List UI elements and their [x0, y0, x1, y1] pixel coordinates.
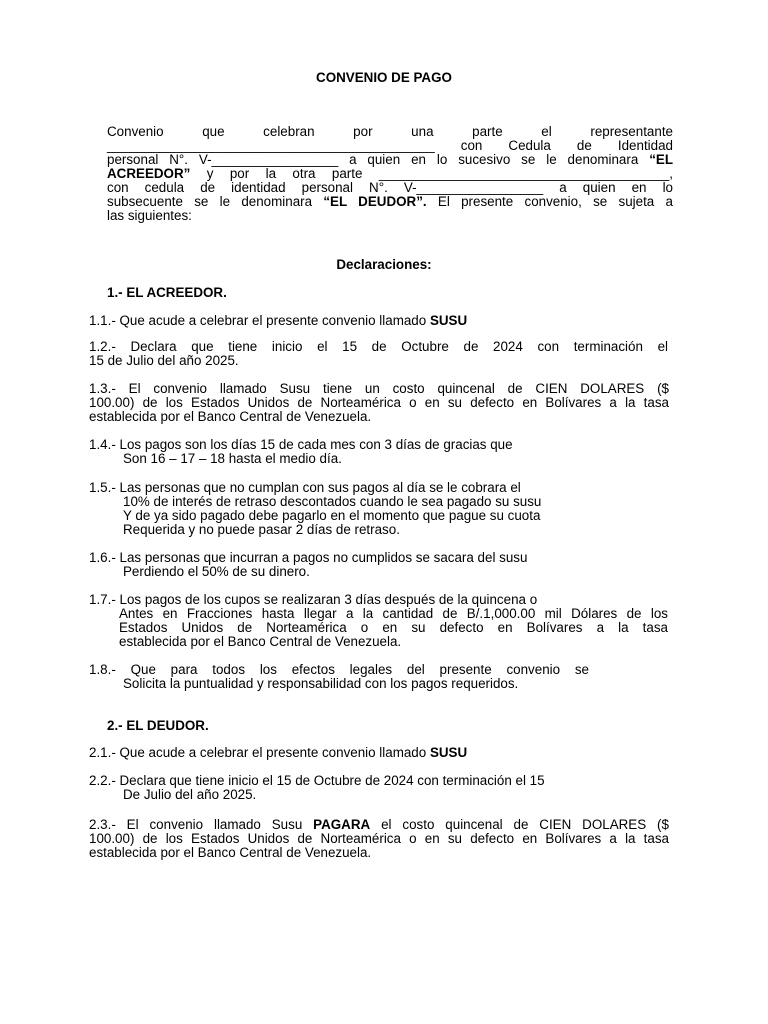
intro-line-3: personal N°. V-_________________ a quien en lo sucesivo se le denominara “EL: [107, 152, 673, 167]
item-2-3: 2.3.- El convenio llamado Susu PAGARA el costo quincenal de CIEN DOLARES ($ 100.00) de los Estados Unidos de Norteamérica o en su defecto en Bolívares a la tasa establecida por el Banco Central de Venezuela.: [89, 817, 669, 860]
section-1-heading: 1.- EL ACREEDOR.: [107, 285, 227, 300]
intro-line-2: ____________________________________________ con Cedula de Identidad: [107, 138, 673, 153]
item-1-6: 1.6.- Las personas que incurran a pagos no cumplidos se sacara del susu Perdiendo el 50% de su dinero.: [89, 550, 528, 579]
section-2-heading: 2.- EL DEUDOR.: [107, 718, 209, 733]
intro-line-5: con cedula de identidad personal N°. V-_________________ a quien en lo: [107, 180, 673, 195]
document-title: CONVENIO DE PAGO: [316, 70, 452, 85]
item-1-2: 1.2.- Declara que tiene inicio el 15 de Octubre de 2024 con terminación el 15 de Julio del año 2025.: [89, 339, 668, 368]
item-2-2: 2.2.- Declara que tiene inicio el 15 de Octubre de 2024 con terminación el 15 De Julio del año 2025.: [89, 773, 545, 802]
declarations-heading: Declaraciones:: [336, 257, 432, 272]
item-1-3: 1.3.- El convenio llamado Susu tiene un costo quincenal de CIEN DOLARES ($ 100.00) de los Estados Unidos de Norteamérica o en su defecto en Bolívares a la tasa establecida por el Banco Central de Venezuela.: [89, 381, 669, 424]
intro-line-4: ACREEDOR” y por la otra parte _______________________________________,: [107, 166, 673, 181]
intro-paragraph: [107, 125, 673, 223]
item-2-1: 2.1.- Que acude a celebrar el presente convenio llamado SUSU: [89, 745, 468, 760]
item-1-8: 1.8.- Que para todos los efectos legales del presente convenio se Solicita la puntualidad y responsabilidad con los pagos requeridos.: [89, 662, 589, 691]
intro-line-6: subsecuente se le denominara “EL DEUDOR”. El presente convenio, se sujeta a: [107, 194, 673, 209]
intro-line-1: Convenio que celebran por una parte el representante: [107, 124, 673, 139]
item-1-7: 1.7.- Los pagos de los cupos se realizaran 3 días después de la quincena o Antes en Fracciones hasta llegar a la cantidad de B/.1,000.00 mil Dólares de los Estados Unidos de Norteamérica o en su defecto en Bolívares a la tasa establecida por el Banco Central de Venezuela.: [89, 592, 668, 649]
item-1-4: 1.4.- Los pagos son los días 15 de cada mes con 3 días de gracias que Son 16 – 17 – 18 hasta el medio día.: [89, 437, 513, 466]
item-1-5: 1.5.- Las personas que no cumplan con sus pagos al día se le cobrara el 10% de interés de retraso descontados cuando le sea pagado su susu Y de ya sido pagado debe pagarlo en el momento que pague su cuota Requerida y no puede pasar 2 días de retraso.: [89, 480, 542, 537]
intro-line-7: las siguientes:: [107, 208, 192, 223]
item-1-1: 1.1.- Que acude a celebrar el presente convenio llamado SUSU: [89, 313, 468, 328]
